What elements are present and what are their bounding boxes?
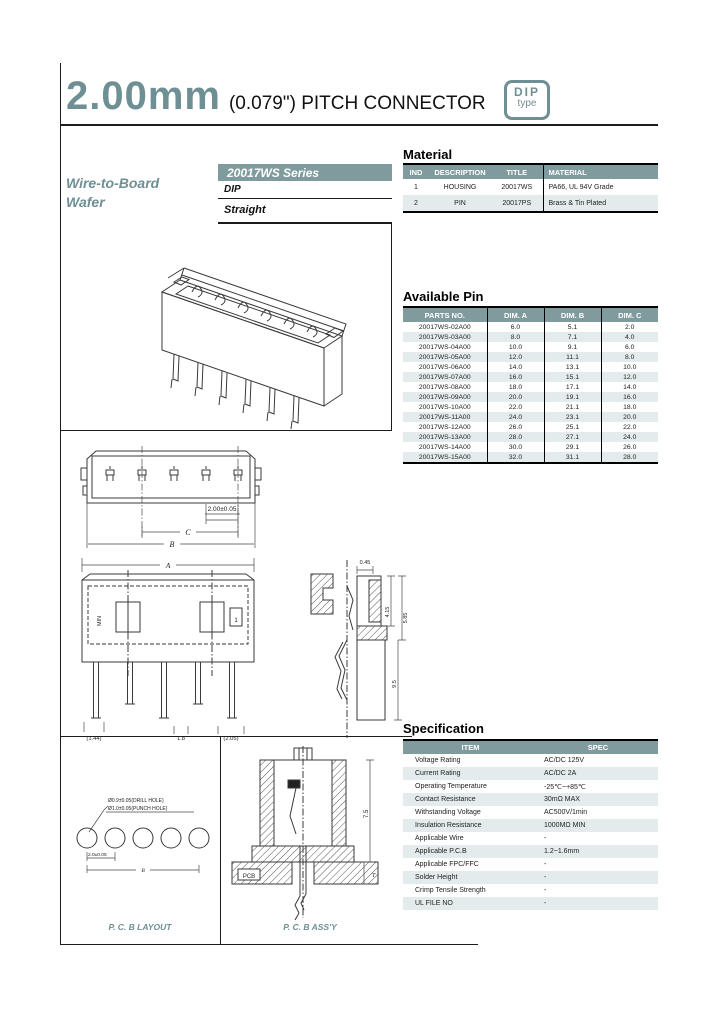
layout-span-label: B: [141, 868, 145, 874]
table-row: [403, 845, 658, 858]
dim-a-label: A: [165, 561, 171, 570]
cell-part-no: 20017WS-04A00: [418, 343, 471, 351]
cell-dim-c: 10.0: [601, 362, 658, 372]
assy-height-label: 7.5: [364, 809, 370, 819]
pitch-subtitle-text: (0.079") PITCH CONNECTOR: [228, 93, 486, 114]
cell-item: Contact Resistance: [415, 796, 476, 803]
table-row: [403, 362, 658, 372]
pitch-size-text: 2.00mm: [66, 74, 221, 118]
cell-dim-a: 6.0: [487, 322, 544, 332]
dim-95-label: 9.5: [392, 680, 398, 688]
table-row: [403, 442, 658, 452]
table-row: [403, 767, 658, 780]
table-row: [403, 322, 658, 332]
col-header: DIM. A: [487, 307, 544, 322]
cell-dim-b: 9.1: [544, 342, 601, 352]
left-border-line: [60, 63, 61, 945]
material-table: [403, 163, 658, 213]
cell-item: Crimp Tensile Strength: [415, 887, 486, 894]
table-row: [403, 412, 658, 422]
cell-dim-b: 21.1: [544, 402, 601, 412]
cell-title: 20017WS: [501, 183, 533, 191]
cell-dim-b: 13.1: [544, 362, 601, 372]
cell-dim-c: 4.0: [601, 332, 658, 342]
table-row: [403, 352, 658, 362]
cell-item: Insulation Resistance: [415, 822, 482, 829]
cell-part-no: 20017WS-05A00: [418, 353, 471, 361]
material-heading: Material: [403, 147, 453, 162]
dip-type-badge: [504, 80, 550, 120]
product-family-label: Wire-to-Board Wafer: [66, 175, 160, 210]
col-header: SPEC: [538, 740, 658, 754]
cell-dim-a: 18.0: [487, 382, 544, 392]
cell-description: HOUSING: [443, 183, 477, 191]
table-row: [403, 780, 658, 793]
available-pin-heading: Available Pin: [403, 289, 484, 304]
table-row: [403, 402, 658, 412]
cell-spec: 30mΩ MAX: [544, 796, 580, 803]
dim-pitch-label: 2.00±0.05: [207, 506, 237, 513]
dip-badge-subtext: type: [517, 98, 537, 110]
cell-part-no: 20017WS-06A00: [418, 363, 471, 371]
cell-dim-b: 29.1: [544, 442, 601, 452]
cell-part-no: 20017WS-12A00: [418, 423, 471, 431]
pcb-layout-drawing: [64, 752, 214, 912]
dim-18-label: 1.8: [176, 736, 186, 742]
cell-dim-a: 14.0: [487, 362, 544, 372]
table-row: [403, 793, 658, 806]
cell-item: Applicable Wire: [415, 835, 464, 842]
cell-part-no: 20017WS-11A00: [419, 413, 471, 421]
cell-dim-c: 12.0: [601, 372, 658, 382]
cell-spec: 1000MΩ MIN: [544, 822, 586, 829]
layout-pitch-label: 2.0±0.05: [88, 853, 107, 858]
dim-045-label: 0.45: [359, 560, 371, 566]
col-header: DIM. B: [544, 307, 601, 322]
cell-dim-a: 26.0: [487, 422, 544, 432]
table-row: [403, 179, 658, 195]
table-row: [403, 754, 658, 767]
col-header: ITEM: [403, 740, 538, 754]
table-row: [403, 195, 658, 212]
dim-c-label: C: [185, 528, 191, 537]
cell-spec: -: [544, 861, 547, 868]
cell-spec: AC/DC 125V: [544, 757, 585, 764]
cell-item: Solder Height: [415, 874, 458, 881]
cell-spec: -: [544, 874, 547, 881]
series-bottom-line: [218, 222, 392, 224]
cell-dim-b: 17.1: [544, 382, 601, 392]
isometric-connector-drawing: [88, 230, 378, 430]
cell-dim-a: 24.0: [487, 412, 544, 422]
board-thickness-label: T: [372, 873, 376, 879]
cell-item: Current Rating: [415, 770, 461, 777]
col-header: DESCRIPTION: [429, 164, 491, 179]
cell-dim-a: 20.0: [487, 392, 544, 402]
series-divider-line: [218, 198, 392, 199]
cell-item: Operating Temperature: [415, 783, 487, 790]
available-pin-header-row: [403, 307, 658, 322]
cell-item: UL FILE NO: [415, 900, 453, 907]
side-view-drawing: [74, 556, 264, 742]
pcb-section-divider-line: [220, 737, 221, 945]
pcb-assembly-drawing: [230, 746, 390, 922]
material-header-row: [403, 164, 658, 179]
iso-section-right-line: [391, 224, 392, 431]
cell-ind: 2: [414, 199, 418, 207]
front-view-drawing: [72, 446, 272, 558]
table-row: [403, 832, 658, 845]
pin-symbols: [106, 466, 242, 481]
table-row: [403, 897, 658, 910]
cell-part-no: 20017WS-13A00: [418, 433, 471, 441]
cell-spec: AC/DC 2A: [544, 770, 577, 777]
col-header: PARTS NO.: [403, 307, 487, 322]
cell-dim-b: 19.1: [544, 392, 601, 402]
cell-dim-c: 8.0: [601, 352, 658, 362]
pcb-assy-caption: P. C. B ASS'Y: [283, 922, 337, 932]
cell-dim-c: 20.0: [601, 412, 658, 422]
drill-hole-label: Ø0.9±0.05(DRILL HOLE): [108, 798, 164, 804]
iso-section-bottom-line: [60, 430, 392, 431]
cell-dim-b: 7.1: [544, 332, 601, 342]
cell-part-no: 20017WS-10A00: [418, 403, 471, 411]
title-rule: [60, 124, 658, 126]
table-row: [403, 819, 658, 832]
cell-dim-b: 5.1: [544, 322, 601, 332]
cell-dim-c: 2.0: [601, 322, 658, 332]
cell-spec: -: [544, 835, 547, 842]
dip-badge-text: DIP: [513, 85, 540, 99]
cell-dim-c: 14.0: [601, 382, 658, 392]
drill-holes: [77, 828, 209, 848]
table-row: [403, 372, 658, 382]
cell-part-no: 20017WS-15A00: [418, 453, 471, 461]
available-pin-table: [403, 306, 658, 464]
cell-part-no: 20017WS-02A00: [418, 323, 471, 331]
cell-spec: 1.2~1.6mm: [544, 848, 580, 855]
cell-material: Brass & Tin Plated: [543, 195, 658, 212]
cell-ind: 1: [414, 183, 418, 191]
cell-dim-b: 25.1: [544, 422, 601, 432]
cell-dim-a: 32.0: [487, 452, 544, 463]
cell-dim-a: 16.0: [487, 372, 544, 382]
dim-415-label: 4.15: [385, 606, 391, 618]
min-label: MIN: [97, 615, 103, 626]
cell-dim-c: 22.0: [601, 422, 658, 432]
cell-dim-c: 16.0: [601, 392, 658, 402]
window-number-label: 1: [234, 618, 238, 624]
cell-dim-a: 22.0: [487, 402, 544, 412]
cell-item: Voltage Rating: [415, 757, 461, 764]
cell-item: Withstanding Voltage: [415, 809, 481, 816]
pcb-layout-caption: P. C. B LAYOUT: [108, 922, 172, 932]
cell-part-no: 20017WS-07A00: [418, 373, 471, 381]
table-row: [403, 884, 658, 897]
cell-dim-c: 26.0: [601, 442, 658, 452]
cell-dim-c: 28.0: [601, 452, 658, 463]
cell-title: 20017PS: [502, 199, 532, 207]
col-header: MATERIAL: [543, 164, 658, 179]
cell-dim-b: 31.1: [544, 452, 601, 463]
table-row: [403, 871, 658, 884]
cell-part-no: 20017WS-03A00: [418, 333, 471, 341]
series-name-bar: 20017WS Series: [218, 164, 392, 181]
cell-spec: -: [544, 887, 547, 894]
table-row: [403, 452, 658, 463]
cell-spec: -: [544, 900, 547, 907]
dim-205-label: (2.05): [223, 736, 239, 742]
cell-dim-a: 10.0: [487, 342, 544, 352]
cell-dim-b: 15.1: [544, 372, 601, 382]
cell-part-no: 20017WS-09A00: [418, 393, 471, 401]
cell-dim-a: 8.0: [487, 332, 544, 342]
specification-heading: Specification: [403, 721, 484, 736]
table-row: [403, 382, 658, 392]
cell-item: Applicable FPC/FFC: [415, 861, 479, 868]
cell-dim-b: 11.1: [544, 352, 601, 362]
table-row: [403, 392, 658, 402]
cell-dim-a: 30.0: [487, 442, 544, 452]
cell-dim-c: 6.0: [601, 342, 658, 352]
cell-dim-c: 24.0: [601, 432, 658, 442]
cell-dim-c: 18.0: [601, 402, 658, 412]
cell-description: PIN: [454, 199, 466, 207]
series-orientation: Straight: [224, 204, 266, 216]
table-row: [403, 858, 658, 871]
col-header: TITLE: [491, 164, 543, 179]
pcb-board-label: PCB: [242, 874, 256, 880]
col-header: IND: [403, 164, 429, 179]
series-mount-type: DIP: [224, 184, 241, 195]
specification-header-row: [403, 740, 658, 754]
table-row: [403, 332, 658, 342]
cell-part-no: 20017WS-08A00: [418, 383, 471, 391]
table-row: [403, 342, 658, 352]
table-row: [403, 806, 658, 819]
cell-material: PA66, UL 94V Grade: [543, 179, 658, 195]
cross-section-drawing: [303, 556, 409, 742]
cell-dim-b: 27.1: [544, 432, 601, 442]
dim-b-label: B: [169, 540, 175, 549]
table-row: [403, 422, 658, 432]
cell-part-no: 20017WS-14A00: [418, 443, 471, 451]
cell-spec: AC500V/1min: [544, 809, 588, 816]
bottom-border-line: [60, 944, 478, 945]
punch-hole-label: Ø1.0±0.05(PUNCH HOLE): [108, 806, 168, 812]
col-header: DIM. C: [601, 307, 658, 322]
cell-dim-a: 28.0: [487, 432, 544, 442]
cell-dim-a: 12.0: [487, 352, 544, 362]
cell-item: Applicable P.C.B: [415, 848, 467, 855]
dim-585-label: 5.85: [403, 612, 409, 624]
dim-144-label: (1.44): [86, 736, 102, 742]
specification-table: [403, 739, 658, 910]
table-row: [403, 432, 658, 442]
cell-spec: -25℃~+85℃: [544, 783, 586, 791]
cell-dim-b: 23.1: [544, 412, 601, 422]
page-title: [66, 76, 486, 116]
